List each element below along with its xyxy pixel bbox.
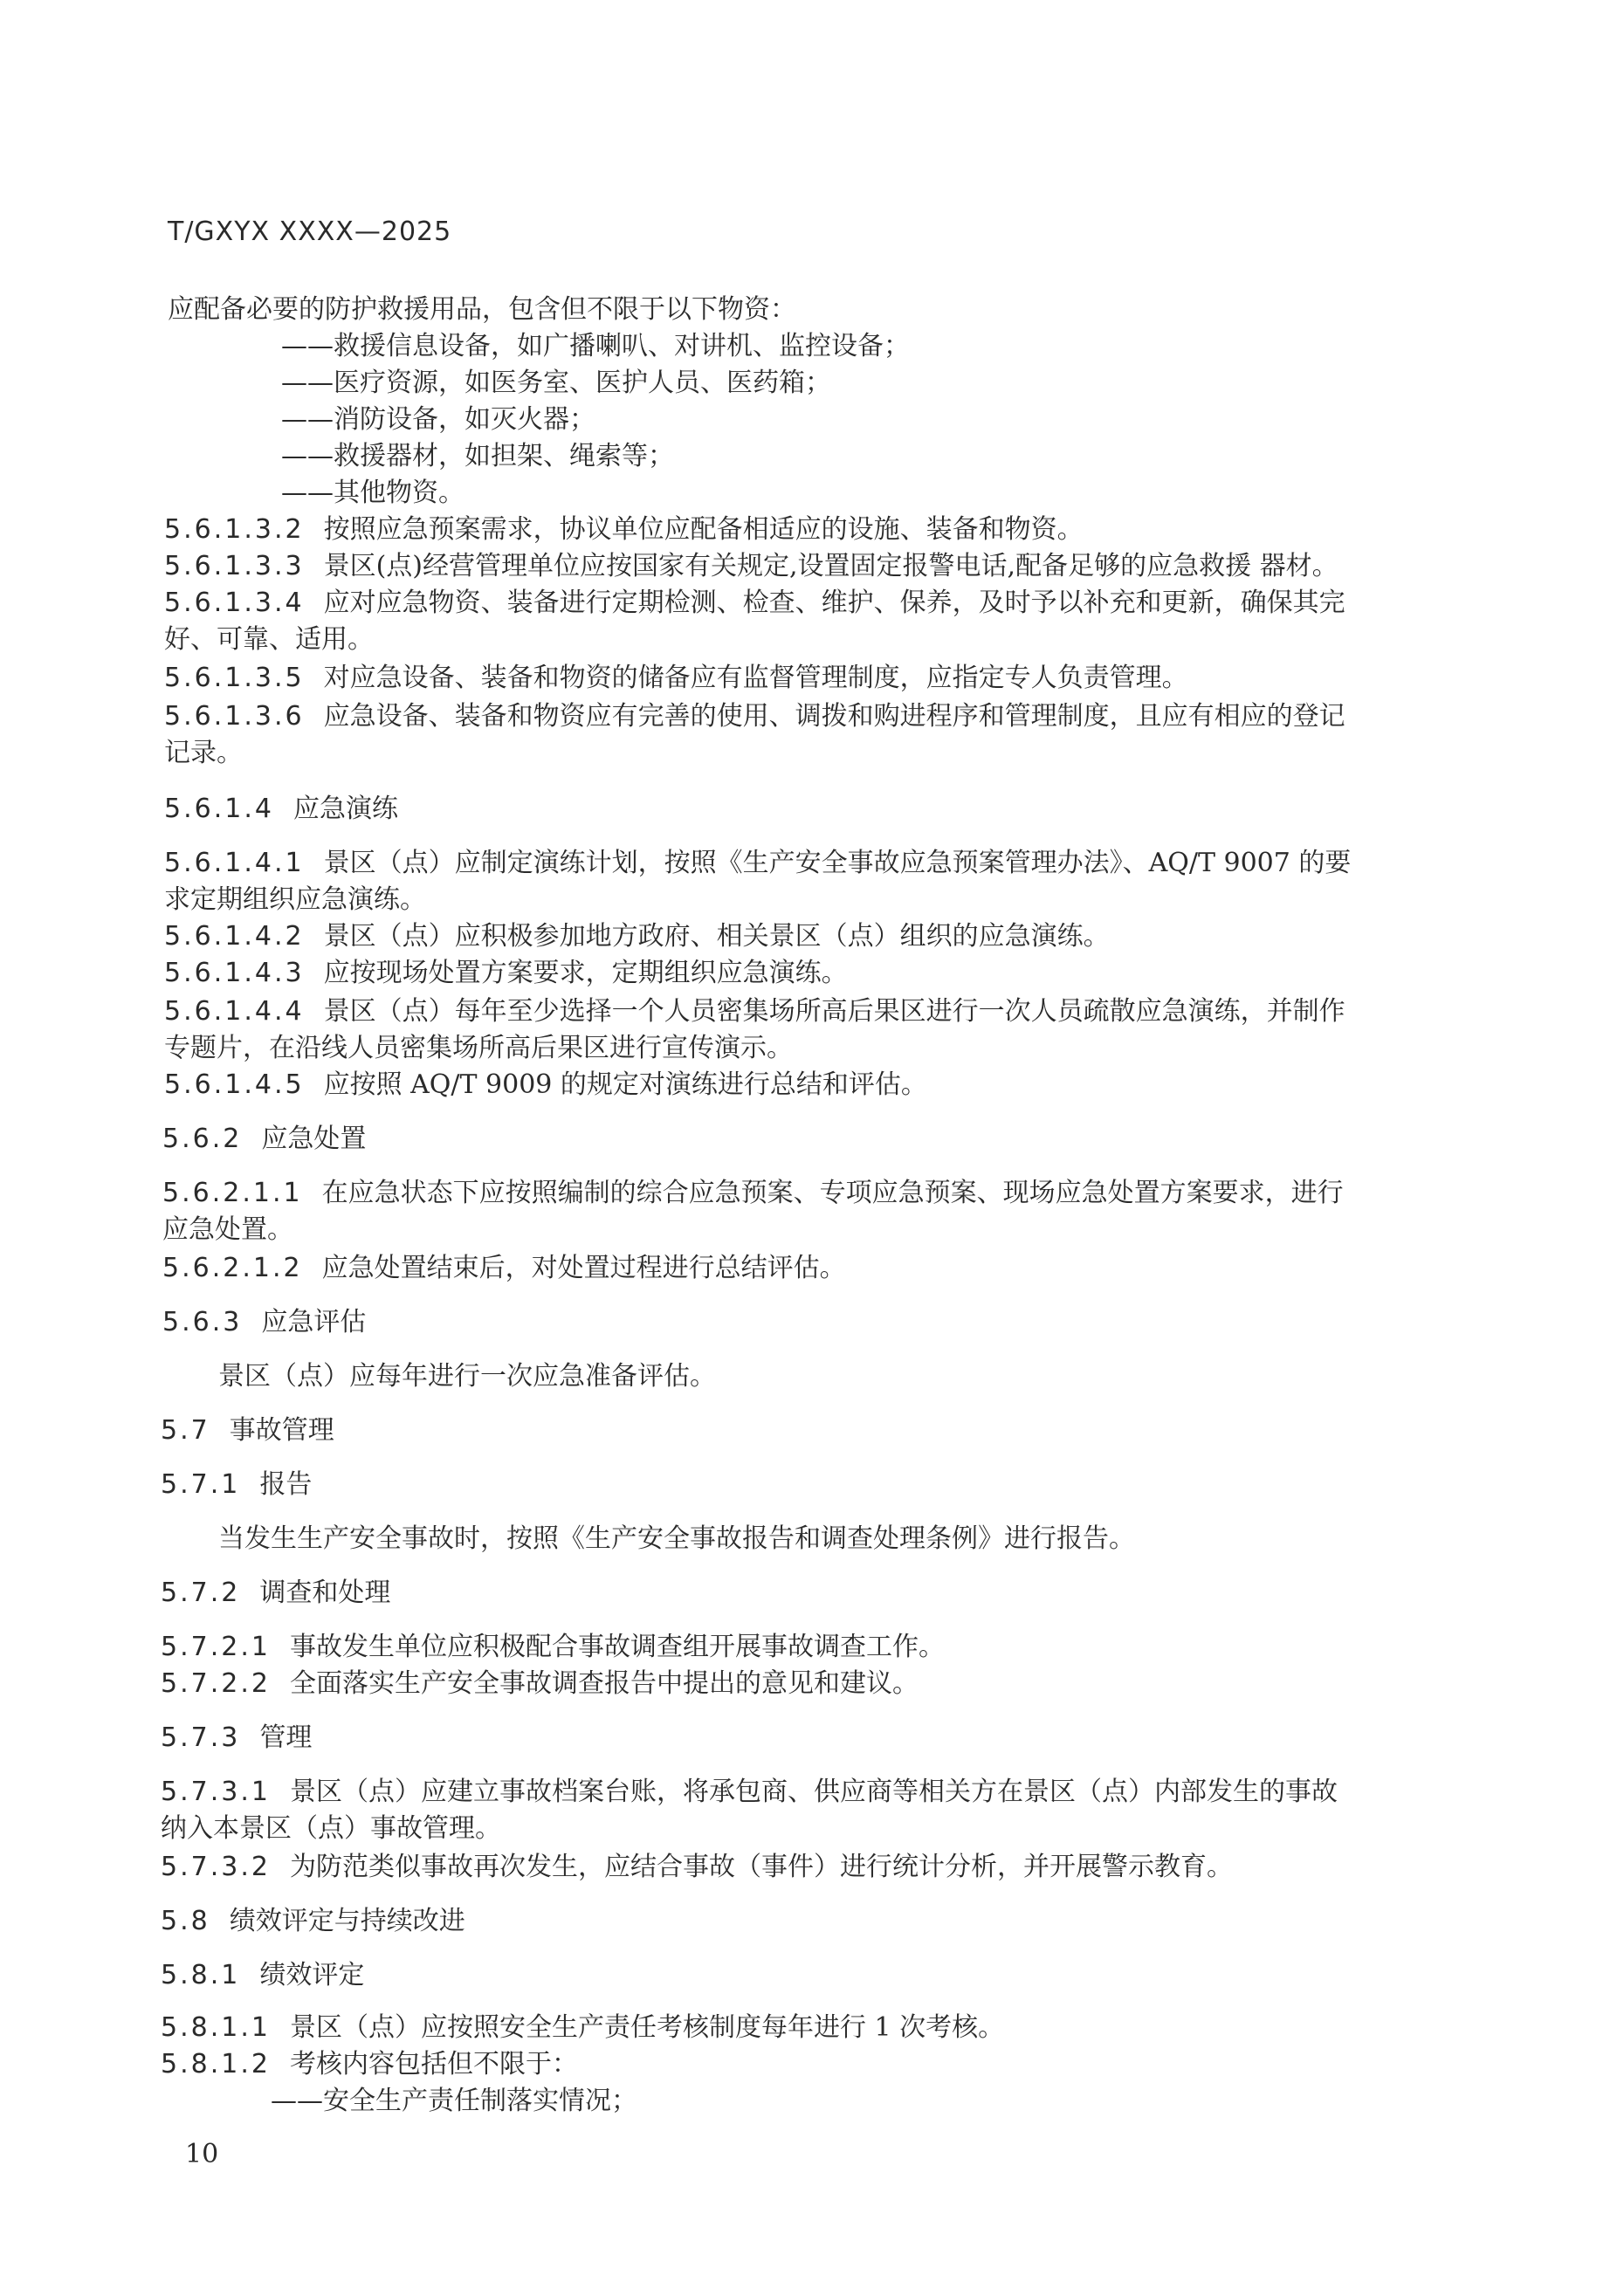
list-item: ——救援信息设备，如广播喇叭、对讲机、监控设备； <box>281 331 910 361</box>
heading-5-6-3 <box>162 1304 366 1341</box>
clause-number: 5.6.1.3.2 <box>164 514 305 545</box>
clause-continuation: 记录。 <box>164 738 243 768</box>
clause-5-6-2-1-1 <box>162 1175 1344 1212</box>
heading-number: 5.6.2 <box>162 1124 243 1154</box>
clause-number: 5.6.1.4.2 <box>164 921 305 952</box>
heading-title: 应急评估 <box>261 1307 367 1337</box>
clause-5-7-2-2 <box>161 1666 919 1702</box>
clause-number: 5.7.2.1 <box>161 1632 271 1662</box>
clause-5-6-2-1-2 <box>162 1250 846 1287</box>
heading-5-7 <box>161 1413 334 1449</box>
clause-5-6-1-4-4 <box>164 993 1345 1030</box>
list-item: ——消防设备，如灭火器； <box>281 404 595 435</box>
clause-5-6-1-3-3 <box>164 548 1338 585</box>
clause-number: 5.6.1.4.4 <box>164 996 305 1027</box>
clause-5-6-1-3-2 <box>164 512 1084 548</box>
clause-number: 5.6.2.1.1 <box>162 1178 303 1208</box>
list-item: ——救援器材，如担架、绳索等； <box>281 441 674 471</box>
clause-text: 应按照 AQ/T 9009 的规定对演练进行总结和评估。 <box>323 1069 927 1100</box>
heading-number: 5.6.3 <box>162 1307 243 1337</box>
clause-5-7-3-2 <box>161 1849 1233 1886</box>
heading-title: 管理 <box>259 1722 313 1753</box>
heading-number: 5.6.1.4 <box>164 794 274 824</box>
page-number: 10 <box>185 2139 219 2169</box>
clause-number: 5.7.2.2 <box>161 1668 271 1699</box>
clause-text: 应急处置结束后，对处置过程进行总结评估。 <box>321 1253 846 1283</box>
intro-paragraph: 应配备必要的防护救援用品，包含但不限于以下物资： <box>168 294 796 325</box>
clause-text: 应急设备、装备和物资应有完善的使用、调拨和购进程序和管理制度，且应有相应的登记 <box>323 701 1345 732</box>
heading-5-8 <box>161 1903 465 1940</box>
paragraph-5-7-1: 当发生生产安全事故时，按照《生产安全事故报告和调查处理条例》进行报告。 <box>218 1523 1135 1554</box>
clause-number: 5.7.3.2 <box>161 1852 271 1882</box>
clause-text: 按照应急预案需求，协议单位应配备相适应的设施、装备和物资。 <box>323 514 1084 545</box>
clause-continuation: 专题片，在沿线人员密集场所高后果区进行宣传演示。 <box>164 1033 793 1063</box>
clause-number: 5.6.1.4.1 <box>164 848 305 878</box>
heading-number: 5.8.1 <box>161 1960 241 1990</box>
clause-text: 事故发生单位应积极配合事故调查组开展事故调查工作。 <box>289 1632 945 1662</box>
clause-number: 5.6.1.4.5 <box>164 1069 305 1100</box>
clause-number: 5.6.2.1.2 <box>162 1253 303 1283</box>
heading-title: 绩效评定 <box>259 1960 365 1990</box>
clause-5-6-1-3-5 <box>164 660 1188 697</box>
clause-number: 5.6.1.3.4 <box>164 588 305 618</box>
heading-title: 报告 <box>259 1469 313 1500</box>
heading-number: 5.7.2 <box>161 1578 241 1608</box>
heading-5-7-3 <box>161 1720 312 1756</box>
heading-title: 应急演练 <box>292 794 398 824</box>
clause-text: 全面落实生产安全事故调查报告中提出的意见和建议。 <box>289 1668 919 1699</box>
clause-5-6-1-4-5 <box>164 1067 927 1103</box>
clause-5-8-1-1 <box>161 2010 1004 2046</box>
clause-continuation: 好、可靠、适用。 <box>164 624 374 655</box>
heading-5-8-1 <box>161 1957 364 1994</box>
clause-number: 5.8.1.1 <box>161 2012 271 2043</box>
heading-number: 5.7.3 <box>161 1722 241 1753</box>
heading-5-6-2 <box>162 1121 366 1158</box>
clause-text: 考核内容包括但不限于： <box>289 2049 578 2079</box>
heading-number: 5.7 <box>161 1415 210 1446</box>
clause-5-8-1-2 <box>161 2046 578 2083</box>
clause-text: 应按现场处置方案要求，定期组织应急演练。 <box>323 958 848 988</box>
heading-number: 5.8 <box>161 1906 210 1936</box>
clause-text: 景区（点）应建立事故档案台账，将承包商、供应商等相关方在景区（点）内部发生的事故 <box>289 1777 1338 1807</box>
clause-text: 景区(点)经营管理单位应按国家有关规定,设置固定报警电话,配备足够的应急救援 器材。 <box>323 551 1338 581</box>
clause-continuation: 求定期组织应急演练。 <box>164 884 426 915</box>
list-item: ——医疗资源，如医务室、医护人员、医药箱； <box>281 368 831 398</box>
heading-title: 调查和处理 <box>259 1578 391 1608</box>
list-item: ——安全生产责任制落实情况； <box>271 2086 637 2116</box>
clause-text: 景区（点）应积极参加地方政府、相关景区（点）组织的应急演练。 <box>323 921 1110 952</box>
heading-5-7-2 <box>161 1575 390 1612</box>
clause-5-6-1-4-2 <box>164 918 1110 955</box>
heading-5-6-1-4 <box>164 791 398 828</box>
clause-5-6-1-4-3 <box>164 955 848 992</box>
document-code-header: T/GXYX XXXX—2025 <box>168 217 452 247</box>
clause-5-6-1-3-4 <box>164 585 1345 622</box>
clause-number: 5.7.3.1 <box>161 1777 271 1807</box>
clause-number: 5.6.1.4.3 <box>164 958 305 988</box>
clause-text: 景区（点）应制定演练计划，按照《生产安全事故应急预案管理办法》、AQ/T 9007 的要 <box>323 848 1352 878</box>
clause-continuation: 应急处置。 <box>162 1214 293 1245</box>
clause-text: 景区（点）应按照安全生产责任考核制度每年进行 1 次考核。 <box>289 2012 1005 2043</box>
clause-number: 5.6.1.3.5 <box>164 663 305 693</box>
clause-5-6-1-4-1 <box>164 845 1351 882</box>
clause-text: 应对应急物资、装备进行定期检测、检查、维护、保养，及时予以补充和更新，确保其完 <box>323 588 1345 618</box>
clause-number: 5.6.1.3.6 <box>164 701 305 732</box>
clause-text: 在应急状态下应按照编制的综合应急预案、专项应急预案、现场应急处置方案要求，进行 <box>321 1178 1344 1208</box>
heading-title: 事故管理 <box>229 1415 334 1446</box>
paragraph-5-6-3: 景区（点）应每年进行一次应急准备评估。 <box>218 1361 716 1392</box>
clause-5-6-1-3-6 <box>164 698 1345 735</box>
clause-number: 5.8.1.2 <box>161 2049 271 2079</box>
heading-title: 绩效评定与持续改进 <box>229 1906 465 1936</box>
clause-5-7-2-1 <box>161 1629 945 1666</box>
clause-continuation: 纳入本景区（点）事故管理。 <box>161 1813 501 1844</box>
clause-text: 对应急设备、装备和物资的储备应有监督管理制度，应指定专人负责管理。 <box>323 663 1188 693</box>
clause-5-7-3-1 <box>161 1774 1338 1811</box>
clause-text: 为防范类似事故再次发生，应结合事故（事件）进行统计分析，并开展警示教育。 <box>289 1852 1233 1882</box>
clause-number: 5.6.1.3.3 <box>164 551 305 581</box>
list-item: ——其他物资。 <box>281 478 464 508</box>
heading-number: 5.7.1 <box>161 1469 241 1500</box>
heading-5-7-1 <box>161 1467 312 1503</box>
clause-text: 景区（点）每年至少选择一个人员密集场所高后果区进行一次人员疏散应急演练，并制作 <box>323 996 1345 1027</box>
heading-title: 应急处置 <box>261 1124 367 1154</box>
